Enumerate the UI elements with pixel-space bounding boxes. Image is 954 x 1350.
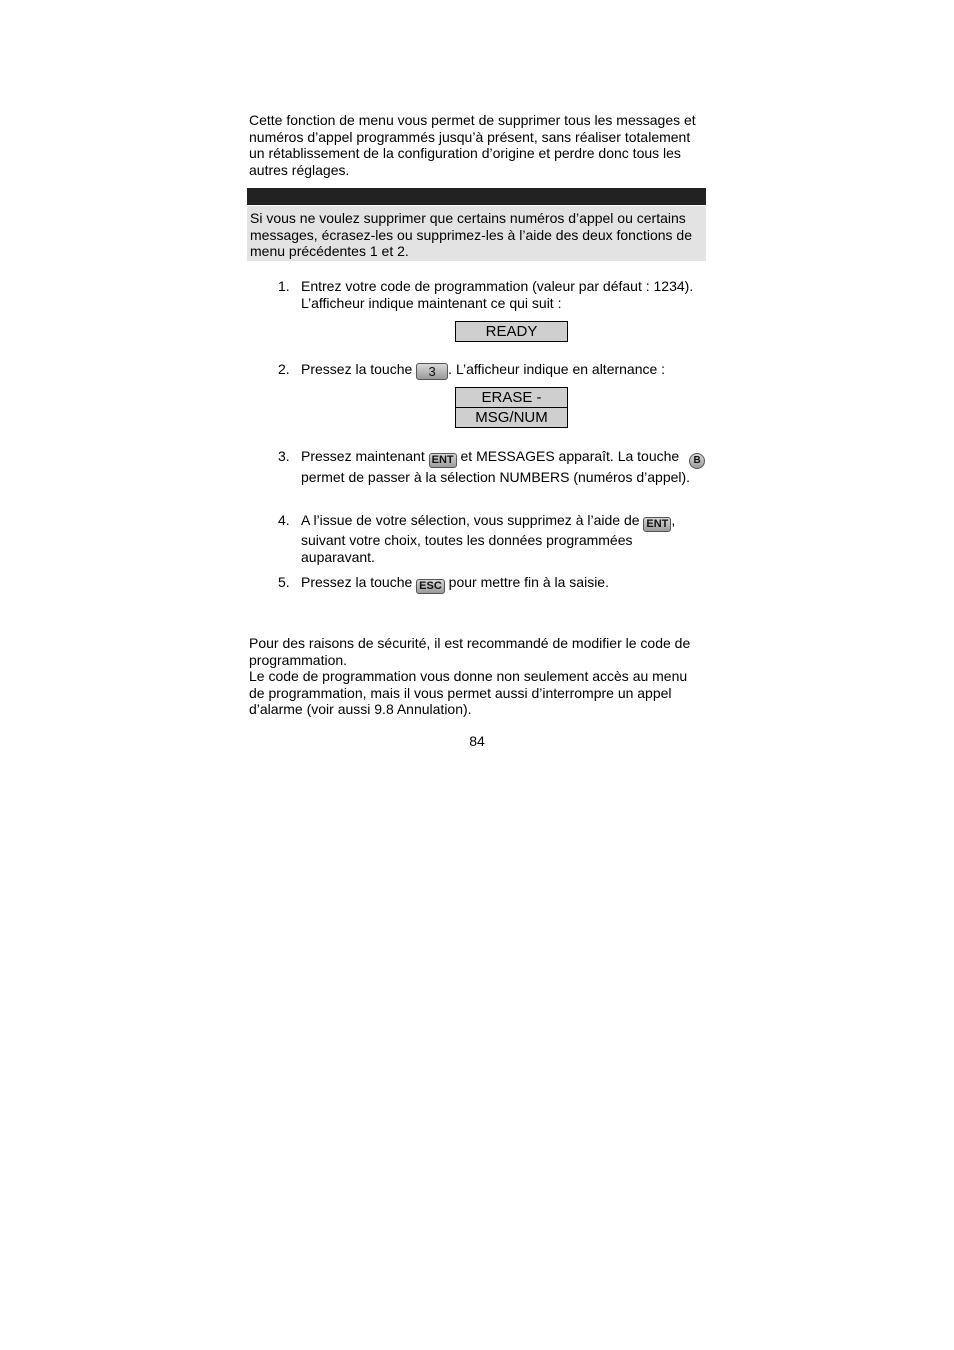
step-text-c: permet de passer à la sélection NUMBERS (numéros d’appel). — [301, 469, 691, 485]
step-text-b: . L’afficheur indique en alternance : — [448, 361, 666, 377]
page-number: 84 — [469, 733, 485, 749]
step-text-a: Pressez la touche — [301, 574, 417, 590]
key-ent-icon: ENT — [643, 517, 671, 532]
outro-text-1: Pour des raisons de sécurité, il est recommandé de modifier le code de programmation. — [249, 635, 691, 668]
step-text — [301, 512, 706, 565]
section-heading-bar — [247, 188, 706, 205]
step-text — [301, 574, 706, 594]
note-text: Si vous ne voulez supprimer que certains numéros d’appel ou certains messages, écrasez-les ou supprimez-les à l’aide des deux fonctions de menu précédentes 1 et 2. — [250, 210, 693, 259]
step-text: Entrez votre code de programmation (valeur par défaut : 1234). L’afficheur indique maintenant ce qui suit : — [301, 278, 694, 311]
step-text-b: et MESSAGES apparaît. La touche — [456, 448, 684, 464]
key-b-icon: B — [689, 453, 705, 469]
step-number: 2. — [278, 361, 290, 377]
lcd-line-1: ERASE - — [481, 389, 542, 406]
lcd-line: READY — [485, 323, 538, 340]
note-box — [247, 206, 706, 261]
outro-text-2: Le code de programmation vous donne non seulement accès au menu de programmation, mais il vous permet aussi d’interrompre un appel d’alarme (voir aussi 9.8 Annulation). — [249, 668, 688, 717]
key-3-icon: 3 — [416, 363, 448, 380]
step-number: 5. — [278, 574, 290, 590]
outro-paragraphs — [249, 635, 706, 718]
step-text-a: A l’issue de votre sélection, vous supprimez à l’aide de — [301, 512, 644, 528]
step-number: 4. — [278, 512, 290, 528]
intro-text: Cette fonction de menu vous permet de supprimer tous les messages et numéros d’appel programmés jusqu’à présent, sans réaliser totalement un rétablissement de la configuration d’origine et perdre donc tous les autres réglages. — [249, 112, 696, 178]
step-text-b: , suivant votre choix, toutes les données programmées auparavant. — [301, 512, 676, 565]
lcd-line-2: MSG/NUM — [456, 407, 567, 427]
step-text-a: Pressez la touche — [301, 361, 417, 377]
step-text — [301, 448, 706, 486]
step-text-a: Pressez maintenant — [301, 448, 429, 464]
key-esc-icon: ESC — [416, 579, 445, 594]
key-ent-icon: ENT — [429, 453, 457, 468]
lcd-display-ready — [455, 321, 568, 342]
step-number: 1. — [278, 278, 290, 294]
step-number: 3. — [278, 448, 290, 464]
step-text — [301, 361, 706, 380]
lcd-display-erase — [455, 387, 568, 428]
intro-paragraph — [249, 112, 706, 178]
step-text-b: pour mettre fin à la saisie. — [444, 574, 609, 590]
